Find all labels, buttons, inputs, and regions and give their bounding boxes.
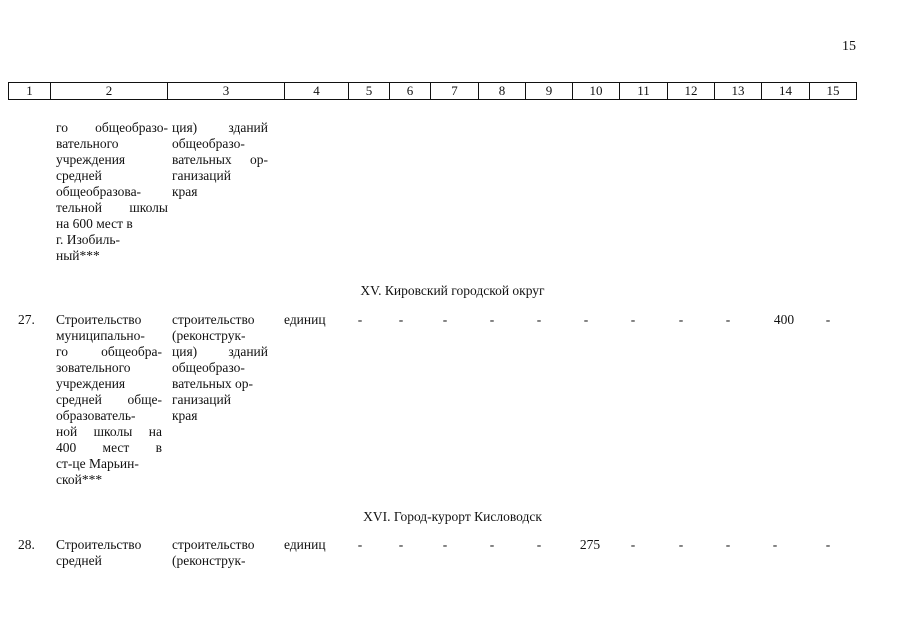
text-line: г. Изобиль-	[56, 232, 120, 247]
value-cell: -	[583, 312, 589, 327]
header-col-3: 3	[167, 83, 284, 99]
text-line: Строительство	[56, 312, 142, 327]
text-line: учреждения	[56, 152, 126, 167]
header-col-9: 9	[525, 83, 572, 99]
text-line: ция) зданий	[172, 120, 268, 135]
value-cell: -	[442, 312, 448, 327]
value-cell: -	[825, 537, 831, 552]
text-line: муниципально-	[56, 328, 145, 343]
header-col-1: 1	[26, 83, 33, 98]
cont-row-name	[56, 120, 168, 264]
text-line: тельной школы	[56, 200, 168, 215]
value-cell: 400	[773, 312, 795, 327]
row-number: 28.	[18, 537, 35, 552]
value-cell: -	[825, 312, 831, 327]
value-cell: -	[442, 537, 448, 552]
text-line: ция) зданий	[172, 344, 268, 359]
value-cell: -	[357, 312, 363, 327]
cont-row-type	[172, 120, 268, 200]
value-cell: -	[536, 312, 542, 327]
text-line: ганизаций	[172, 392, 231, 407]
value-cell: -	[630, 537, 636, 552]
header-col-11: 11	[619, 83, 667, 99]
text-line: вательного	[56, 136, 119, 151]
header-col-13: 13	[714, 83, 761, 99]
text-line: средней	[56, 168, 102, 183]
text-line: края	[172, 408, 198, 423]
value-cell: -	[357, 537, 363, 552]
header-col-6: 6	[389, 83, 430, 99]
value-cell: -	[398, 312, 404, 327]
row-unit: единиц	[284, 537, 326, 552]
value-cell: -	[725, 537, 731, 552]
text-line: строительство	[172, 312, 255, 327]
value-cell: 275	[579, 537, 601, 552]
text-line: на 600 мест в	[56, 216, 133, 231]
page-number: 15	[842, 39, 856, 54]
header-col-14: 14	[761, 83, 809, 99]
value-cell: -	[772, 537, 778, 552]
text-line: (реконструк-	[172, 553, 246, 568]
header-col-2: 2	[50, 83, 167, 99]
text-line: 400 мест в	[56, 440, 162, 455]
text-line: ст-це Марьин-	[56, 456, 139, 471]
text-line: го общеобра-	[56, 344, 162, 359]
text-line: общеобразо-	[172, 136, 245, 151]
text-line: вательных ор-	[172, 376, 254, 391]
value-cell: -	[398, 537, 404, 552]
header-col-4: 4	[284, 83, 348, 99]
header-col-8: 8	[478, 83, 525, 99]
text-line: ской***	[56, 472, 103, 487]
text-line: ный***	[56, 248, 100, 263]
value-cell: -	[536, 537, 542, 552]
value-cell: -	[678, 537, 684, 552]
text-line: общеобразо-	[172, 360, 245, 375]
header-col-5: 5	[348, 83, 389, 99]
text-line: го общеобразо-	[56, 120, 168, 135]
text-line: строительство	[172, 537, 255, 552]
section-heading: XV. Кировский городской округ	[360, 283, 545, 298]
row-number: 27.	[18, 312, 35, 327]
text-line: общеобразова-	[56, 184, 142, 199]
value-cell: -	[489, 312, 495, 327]
header-col-12: 12	[667, 83, 714, 99]
text-line: ганизаций	[172, 168, 231, 183]
text-line: средней	[56, 553, 102, 568]
text-line: края	[172, 184, 198, 199]
value-cell: -	[678, 312, 684, 327]
row-name	[56, 537, 162, 569]
column-number-header	[8, 82, 857, 100]
value-cell: -	[489, 537, 495, 552]
text-line: образователь-	[56, 408, 136, 423]
value-cell: -	[630, 312, 636, 327]
row-type	[172, 537, 268, 569]
row-unit: единиц	[284, 312, 326, 327]
row-name	[56, 312, 162, 488]
text-line: ной школы на	[56, 424, 162, 439]
header-col-7: 7	[430, 83, 478, 99]
header-col-10: 10	[572, 83, 619, 99]
text-line: вательных ор-	[172, 152, 268, 167]
text-line: (реконструк-	[172, 328, 246, 343]
text-line: Строительство	[56, 537, 142, 552]
text-line: средней обще-	[56, 392, 162, 407]
header-col-15: 15	[809, 83, 856, 99]
text-line: зовательного	[56, 360, 131, 375]
text-line: учреждения	[56, 376, 126, 391]
value-cell: -	[725, 312, 731, 327]
section-heading: XVI. Город-курорт Кисловодск	[363, 509, 542, 524]
row-type	[172, 312, 268, 424]
